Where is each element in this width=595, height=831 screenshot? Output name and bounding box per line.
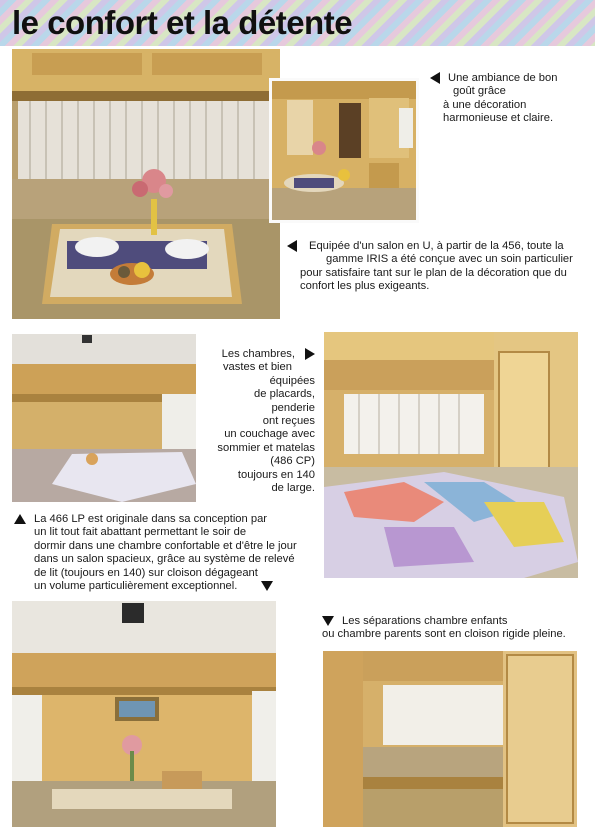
caption-line: de placards, <box>254 388 315 401</box>
caption-line: dans un salon spacieux, grâce au système de relevé <box>34 553 295 566</box>
caption-line: Equipée d'un salon en U, à partir de la 456, toute la <box>309 240 564 252</box>
page-title: le confort et la détente <box>12 4 353 41</box>
caption-line: pour satisfaire tant sur le plan de la décoration que du <box>300 266 567 279</box>
arrow-left-icon <box>430 72 440 84</box>
arrow-down-icon <box>261 581 273 591</box>
caption-separations <box>322 615 592 642</box>
caption-line: confort les plus exigeants. <box>300 280 430 293</box>
caption-line: La 466 LP est originale dans sa conception par <box>34 513 268 525</box>
caption-line: ou chambre parents sont en cloison rigide pleine. <box>322 628 566 641</box>
caption-line: de large. <box>271 482 315 495</box>
caption-line: un volume particulièrement exceptionnel. <box>34 580 238 593</box>
caption-line: vastes et bien <box>222 361 292 374</box>
arrow-down-icon <box>322 616 334 626</box>
caption-line: Les séparations chambre enfants <box>342 615 508 627</box>
caption-line: (486 CP) <box>270 455 315 468</box>
caption-line: toujours en 140 <box>237 468 315 481</box>
caption-line: gamme IRIS a été conçue avec un soin particulier <box>326 253 573 266</box>
caption-line: un lit tout fait abattant permettant le soir de <box>34 526 247 539</box>
caption-line: sommier et matelas <box>217 441 315 454</box>
caption-line: ont reçues <box>262 415 315 428</box>
photo-salon-wall <box>12 601 276 827</box>
page-header <box>0 0 595 46</box>
caption-ambiance <box>430 72 590 126</box>
arrow-right-icon <box>305 348 315 360</box>
caption-line: un couchage avec <box>224 428 315 441</box>
arrow-up-icon <box>14 514 26 524</box>
photo-interior <box>269 78 419 223</box>
caption-line: équipées <box>269 374 315 387</box>
caption-chambres <box>196 348 315 495</box>
photo-bedroom-small <box>12 334 196 502</box>
caption-line: Les chambres, <box>221 348 295 360</box>
caption-line: à une décoration <box>443 98 527 111</box>
caption-line: goût grâce <box>453 85 506 98</box>
photo-dinette <box>12 49 280 319</box>
arrow-left-icon <box>287 240 297 252</box>
caption-line: Une ambiance de bon <box>448 72 558 84</box>
caption-line: de lit (toujours en 140) sur cloison dégageant <box>34 566 258 579</box>
photo-bunk <box>323 651 577 827</box>
caption-line: dormir dans une chambre confortable et d'être le jour <box>34 539 297 552</box>
caption-466lp <box>14 513 324 593</box>
photo-bedroom-large <box>324 332 578 578</box>
caption-line: harmonieuse et claire. <box>443 112 554 125</box>
caption-line: penderie <box>271 401 315 414</box>
caption-salon <box>287 240 587 294</box>
